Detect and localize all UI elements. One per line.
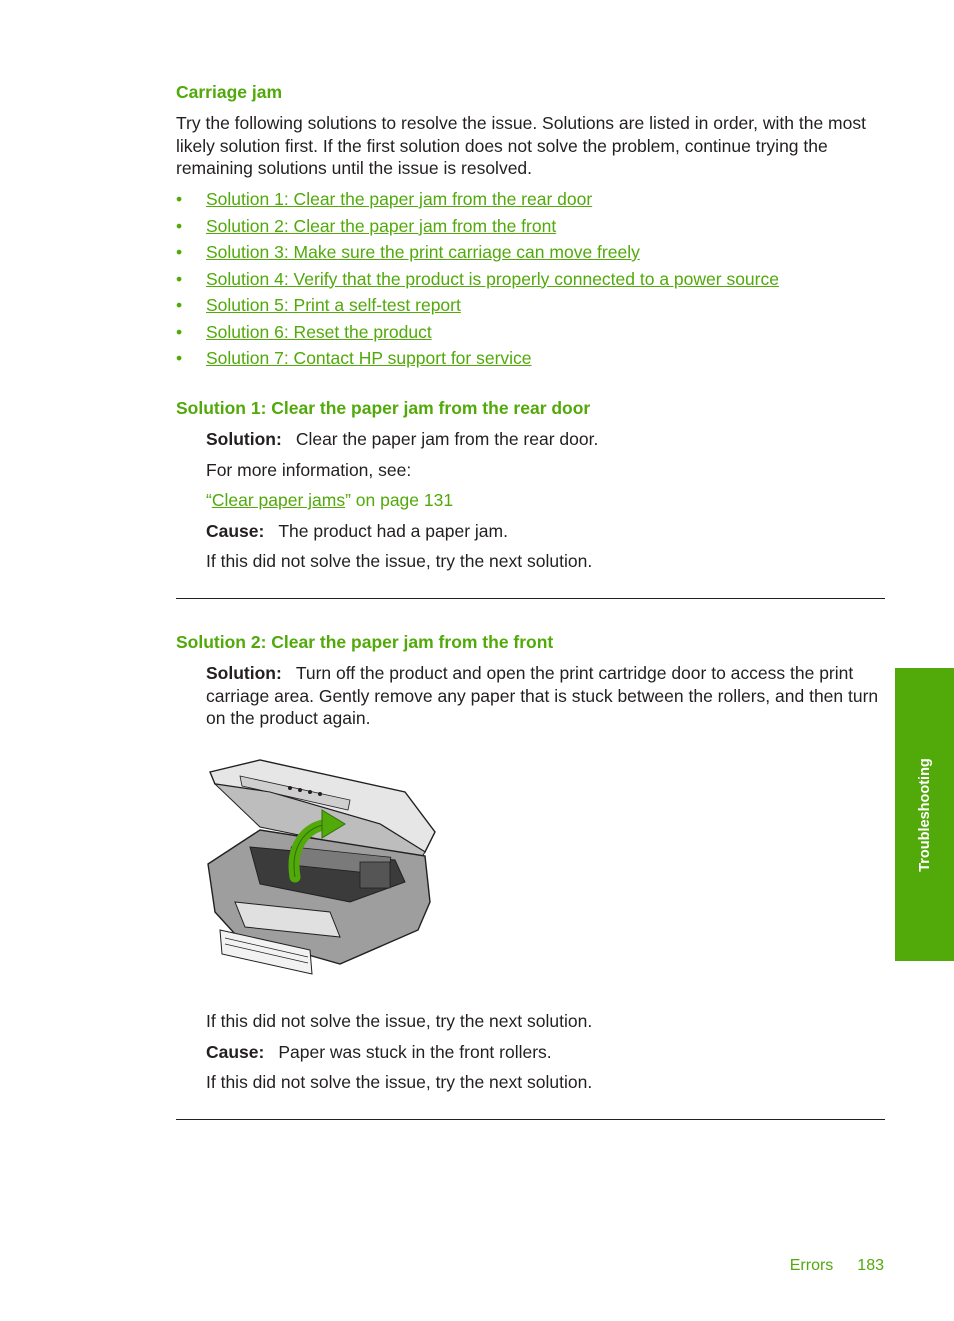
solution1-heading: Solution 1: Clear the paper jam from the rear door xyxy=(176,398,591,418)
footer-section: Errors xyxy=(789,1257,834,1274)
solution1-xref xyxy=(206,489,888,512)
solution-link-4[interactable]: Solution 4: Verify that the product is properly connected to a power source xyxy=(206,268,779,289)
intro-paragraph: Try the following solutions to resolve the issue. Solutions are listed in order, with the most likely solution first. If the first solution does not solve the problem, continue trying the remaining solutions until the issue is resolved. xyxy=(176,113,866,178)
xref-open-quote: “ xyxy=(206,490,212,510)
bullet: • xyxy=(176,348,183,368)
solution2-solution xyxy=(206,662,888,730)
cause-text: The product had a paper jam. xyxy=(278,521,508,541)
page-footer xyxy=(790,1257,884,1275)
solution-link-2[interactable]: Solution 2: Clear the paper jam from the front xyxy=(206,215,557,236)
bullet: • xyxy=(176,189,183,209)
solutions-list xyxy=(176,186,779,372)
solution2-next-after-figure: If this did not solve the issue, try the next solution. xyxy=(206,1011,593,1031)
solution2-heading: Solution 2: Clear the paper jam from the front xyxy=(176,632,554,652)
solution1-next: If this did not solve the issue, try the next solution. xyxy=(206,551,593,571)
list-item xyxy=(176,213,779,240)
solution-link-1[interactable]: Solution 1: Clear the paper jam from the rear door xyxy=(206,189,593,209)
xref-page: ” on page 131 xyxy=(345,490,454,510)
solution2-cause xyxy=(206,1041,888,1064)
list-item xyxy=(176,239,779,266)
solution2-next: If this did not solve the issue, try the next solution. xyxy=(206,1072,593,1092)
list-item xyxy=(176,186,779,213)
section-title: Carriage jam xyxy=(176,82,283,102)
solution-text: Clear the paper jam from the rear door. xyxy=(295,429,599,449)
solution-link-7[interactable]: Solution 7: Contact HP support for service xyxy=(206,348,532,368)
solution-link-5[interactable]: Solution 5: Print a self-test report xyxy=(206,295,461,315)
printer-illustration xyxy=(200,752,442,980)
list-item xyxy=(176,266,779,293)
cartridge xyxy=(360,862,390,888)
solution-link-3[interactable]: Solution 3: Make sure the print carriage can move freely xyxy=(206,242,640,262)
divider xyxy=(176,598,885,599)
bullet: • xyxy=(176,242,183,262)
solution-label: Solution: xyxy=(206,663,282,683)
solution-text: Turn off the product and open the print cartridge door to access the print carriage area. Gently remove any paper that is stuck between the rollers, and then turn on the product again. xyxy=(206,663,879,728)
side-tab-label: Troubleshooting xyxy=(916,757,933,872)
list-item xyxy=(176,319,779,346)
bullet: • xyxy=(176,268,183,289)
cause-text: Paper was stuck in the front rollers. xyxy=(278,1042,552,1062)
list-item xyxy=(176,345,779,372)
panel-button xyxy=(298,788,302,792)
printer-figure-svg xyxy=(200,752,442,980)
troubleshooting-side-tab xyxy=(895,668,954,961)
panel-button xyxy=(288,786,292,790)
solution-link-6[interactable]: Solution 6: Reset the product xyxy=(206,321,432,342)
panel-button xyxy=(308,790,312,794)
solution1-solution xyxy=(206,428,888,451)
panel-button xyxy=(318,792,322,796)
divider xyxy=(176,1119,885,1120)
page-number: 183 xyxy=(857,1257,884,1274)
bullet: • xyxy=(176,295,183,315)
bullet: • xyxy=(176,321,183,342)
cause-label: Cause: xyxy=(206,521,265,541)
list-item xyxy=(176,292,779,319)
cause-label: Cause: xyxy=(206,1042,265,1062)
solution1-cause xyxy=(206,520,888,543)
bullet: • xyxy=(176,215,183,236)
clear-paper-jams-link[interactable]: Clear paper jams xyxy=(211,490,346,510)
solution-label: Solution: xyxy=(206,429,282,449)
solution1-more-info: For more information, see: xyxy=(206,460,412,480)
